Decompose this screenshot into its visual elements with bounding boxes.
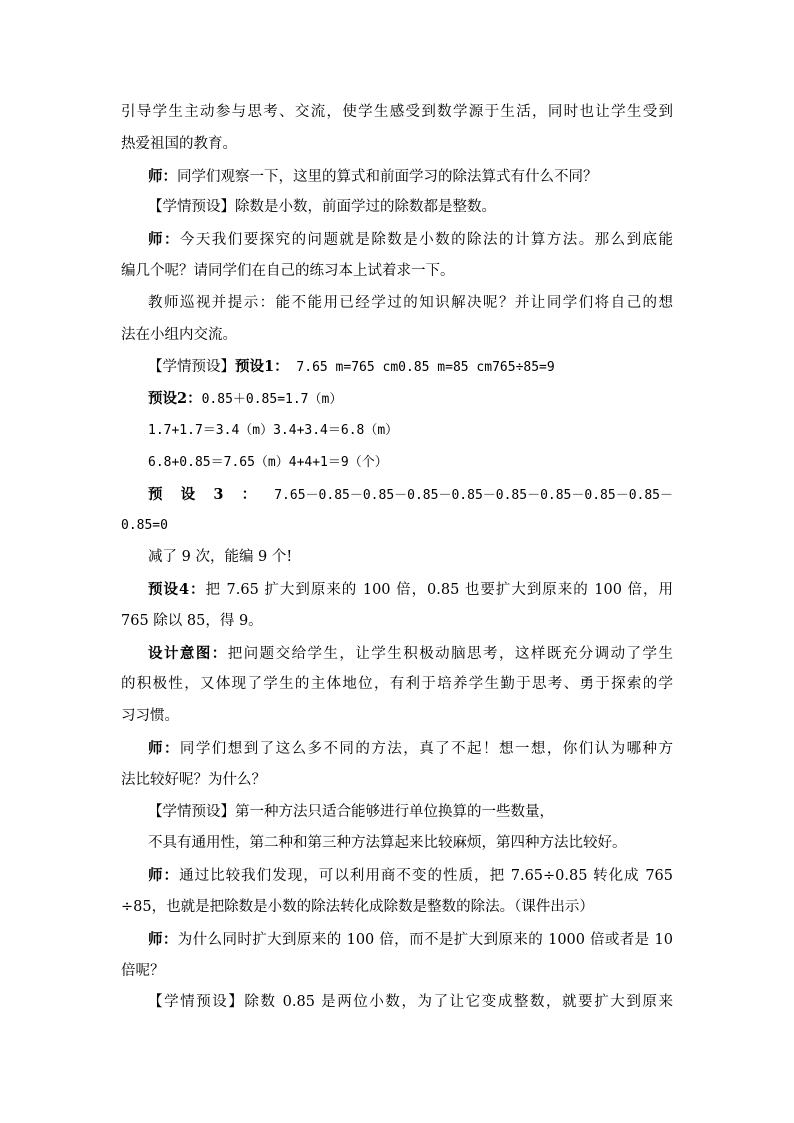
- text-line: [121, 542, 673, 574]
- text-run: 习习惯。: [121, 708, 179, 725]
- text-line: [121, 351, 673, 383]
- text-run: 教师巡视并提示：能不能用已经学过的知识解决呢？并让同学们将自己的想: [148, 294, 673, 311]
- text-run: 【学情预设】除数 0.85 是两位小数，为了让它变成整数，就要扩大到原来: [148, 994, 673, 1011]
- text-run: 法比较好呢？为什么？: [121, 771, 266, 788]
- text-run: 把问题交给学生，让学生积极动脑思考，这样既充分调动了学生: [227, 645, 673, 662]
- text-run: 0.85＋0.85=1.7（m）: [201, 392, 343, 408]
- bold-label: 师：: [148, 231, 180, 249]
- text-line: [121, 924, 673, 956]
- text-run: 减了 9 次，能编 9 个!: [148, 549, 293, 566]
- text-line: [121, 288, 673, 320]
- text-line: [121, 765, 673, 797]
- text-line: [121, 161, 673, 193]
- text-line: [121, 797, 673, 829]
- text-run: 倍呢？: [121, 962, 165, 979]
- text-line: [121, 256, 673, 288]
- bold-label: 预设3：: [148, 485, 275, 503]
- bold-label: 设计意图：: [148, 644, 228, 662]
- document-body: [121, 97, 673, 1019]
- text-run: 6.8+0.85＝7.65（m）4+4+1＝9（个）: [148, 454, 388, 470]
- text-line: [121, 129, 673, 161]
- bold-label: 师：: [148, 739, 180, 757]
- text-line: [121, 669, 673, 701]
- text-line: [121, 987, 673, 1019]
- text-run: 0.85=0: [121, 518, 168, 534]
- text-run: 热爱祖国的教育。: [121, 135, 237, 152]
- text-line: [121, 224, 673, 256]
- text-line: [121, 415, 673, 447]
- text-line: [121, 892, 673, 924]
- text-run: 为什么同时扩大到原来的 100 倍，而不是扩大到原来的 1000 倍或者是 10: [177, 931, 674, 948]
- bold-label: 预设4：: [148, 580, 206, 598]
- bold-label: 预设1：: [235, 358, 289, 376]
- text-line: [121, 606, 673, 638]
- text-run: 同学们观察一下，这里的算式和前面学习的除法算式有什么不同？: [177, 168, 598, 185]
- text-run: 【学情预设】: [148, 359, 235, 376]
- text-run: ÷85，也就是把除数是小数的除法转化成除数是整数的除法。（课件出示）: [121, 898, 594, 915]
- text-line: [121, 97, 673, 129]
- text-line: [121, 638, 673, 670]
- text-run: 7.65－0.85－0.85－0.85－0.85－0.85－0.85－0.85－0.85－: [274, 487, 673, 503]
- text-line: [121, 860, 673, 892]
- text-run: 765 除以 85，得 9。: [121, 612, 263, 629]
- text-run: 不具有通用性，第二种和第三种方法算起来比较麻烦，第四种方法比较好。: [148, 835, 627, 852]
- text-run: 的积极性，又体现了学生的主体地位，有利于培养学生勤于思考、勇于探索的学: [121, 676, 673, 693]
- text-line: [121, 956, 673, 988]
- text-run: 把 7.65 扩大到原来的 100 倍，0.85 也要扩大到原来的 100 倍，用: [205, 581, 674, 598]
- text-line: [121, 828, 673, 860]
- text-run: 法在小组内交流。: [121, 326, 237, 343]
- text-line: [121, 574, 673, 606]
- text-line: [121, 192, 673, 224]
- text-run: 1.7+1.7＝3.4（m）3.4+3.4＝6.8（m）: [148, 422, 399, 438]
- bold-label: 师：: [148, 867, 180, 885]
- text-line: [121, 479, 673, 511]
- text-run: 引导学生主动参与思考、交流，使学生感受到数学源于生活，同时也让学生受到: [121, 104, 673, 120]
- text-run: 7.65 m=765 cm0.85 m=85 cm765÷85=9: [288, 360, 555, 376]
- text-line: [121, 383, 673, 415]
- text-run: 通过比较我们发现，可以利用商不变的性质，把 7.65÷0.85 转化成 765: [179, 868, 673, 885]
- text-line: [121, 510, 673, 542]
- bold-label: 预设2：: [148, 390, 202, 408]
- text-line: [121, 733, 673, 765]
- text-line: [121, 320, 673, 352]
- text-run: 【学情预设】除数是小数，前面学过的除数都是整数。: [148, 199, 496, 216]
- bold-label: 师：: [148, 167, 177, 185]
- text-line: [121, 447, 673, 479]
- text-line: [121, 701, 673, 733]
- text-run: 【学情预设】第一种方法只适合能够进行单位换算的一些数量，: [148, 803, 554, 820]
- text-run: 编几个呢？请同学们在自己的练习本上试着求一下。: [121, 262, 455, 279]
- text-run: 同学们想到了这么多不同的方法，真了不起！想一想，你们认为哪种方: [179, 740, 673, 757]
- bold-label: 师：: [148, 930, 178, 948]
- text-run: 今天我们要探究的问题就是除数是小数的除法的计算方法。那么到底能: [179, 232, 673, 249]
